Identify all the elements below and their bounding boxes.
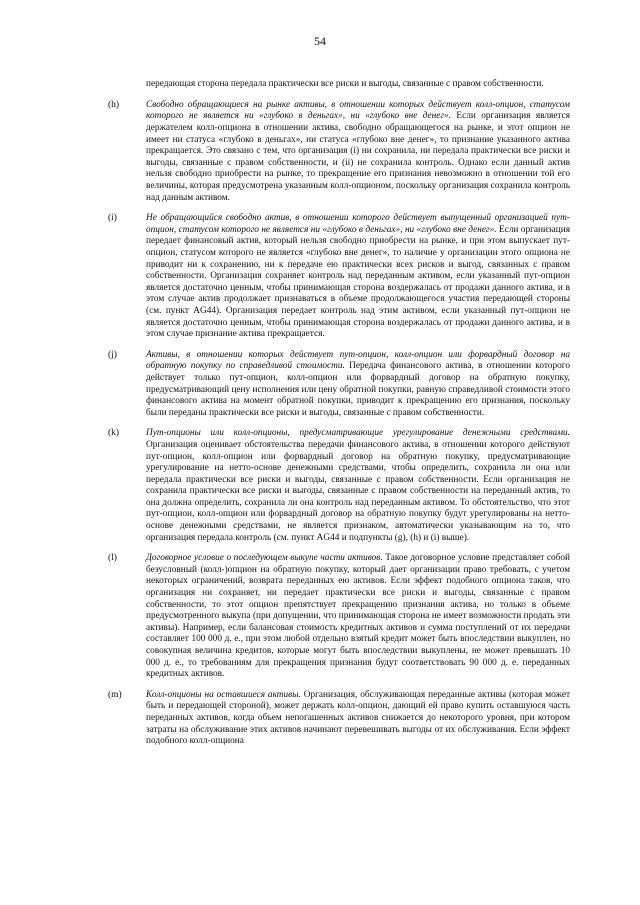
paragraph-heading: Колл-опционы на оставшиеся активы. [146,689,301,700]
intro-paragraph: передающая сторона передала практически все риски и выгоды, связанные с правом собственности. [146,79,544,90]
paragraph-label: (m) [108,689,122,700]
paragraph-text: Если организация передает финансовый актив, который нельзя свободно приобрести на рынке, и при этом выпускает пут-опцион, статусом которого не является «глубоко вне денег», то наличие у организации этого опциона не приводит ни к сохранению, ни к передаче ею практически всех рисков и выгод, связанных с правом собственности. Организация сохраняет контроль над переданным активом, если указанный пут-опцион является достаточно ценным, чтобы принимающая сторона воздержалась от продажи данного актива, и в этом случае актив продолжает признаваться в объеме продолжающегося участия передающей стороны (см. пункт AG44). Организация передает контроль над этим активом, если указанный пут-опцион не является достаточно ценным, чтобы принимающая сторона воздержалась от продажи данного актива, и в этом случае признание актива прекращается. [146,224,571,340]
paragraph-text: Организация, обслуживающая переданные активы (которая может быть и передающей стороной), может держать колл-опцион, дающий ей право купить оставшуюся часть переданных активов, когда объем непогашенных активов снижается до некоторого уровня, при котором затраты на обслуживание этих активов начинают перевешивать выгоды от их обслуживания. Если эффект подобного колл-опциона [146,689,571,747]
page-number: 54 [314,34,326,48]
paragraph-label: (j) [108,349,117,360]
paragraph-heading: Не обращающийся свободно актив, в отношении которого действует выпущенный организацией пут-опцион, статусом которого не является ни «глубоко в деньгах», ни «глубоко вне денег». [146,213,570,235]
paragraph-heading: Пут-опционы или колл-опционы, предусматривающие урегулирование денежными средствами. [146,428,570,439]
page-content [0,70,640,757]
paragraph-heading: Свободно обращающиеся на рынке активы, в отношении которых действует колл-опцион, статусом которого не является ни «глубоко в деньгах», ни «глубоко вне денег». [146,99,570,122]
paragraph-text: Передача финансового актива, в отношении которого действует только пут-опцион, колл-опцион или форвардный договор на обратную покупку, предусматривающий цену исполнения или цену обратной покупки, равную справедливой стоимости этого финансового актива на момент обратной покупки, приводит к прекращению его признания, поскольку были переданы практически все риски и выгоды, связанные с правом собственности. [146,361,570,418]
paragraph-i [108,213,571,341]
paragraph-label: (i) [108,213,117,224]
paragraph-text: Если организация является держателем колл-опциона в отношении актива, свободно обращающегося на рынке, и этот опцион не имеет ни статуса «глубоко в деньгах», ни статуса «глубоко вне денег», то признание указанного актива прекращается. Это связано с тем, что организация (i) ни сохранила, ни передала практически все риски и выгоды, связанные с правом собственности, и (ii) не сохранила контроль. Однако если данный актив нельзя свободно приобрести на рынке, то прекращение его признания невозможно в отношении той его величины, которая предусмотрена указанным колл-опционом, поскольку организация сохранила контроль над данным активом. [146,111,570,203]
paragraph-label: (h) [108,99,120,110]
paragraph-text: Такое договорное условие представляет собой безусловный (колл-)опцион на обратную покупку, который дает организации право требовать, с учетом некоторых ограничений, возврата переданных ею активов. Если эффект подобного опциона таков, что организация ни сохраняет, ни передает практически все риски и выгоды, связанные с правом собственности, то этот опцион препятствует прекращению признания актива, но только в объеме предусмотренного выкупа (при допущении, что принимающая сторона не имеет возможности продать эти активы). Например, если балансовая стоимость кредитных активов и сумма поступлений от их передачи составляет 100 000 д. е., при этом любой отдельно взятый кредит может быть впоследствии выкуплен, но совокупная величина кредитов, которые могут быть впоследствии выкуплены, не может превышать 10 000 д. е., то требованиям для прекращения признания будут соответствовать 90 000 д. е. переданных кредитных активов. [146,553,570,680]
paragraph-m [108,689,571,748]
paragraph-heading: Договорное условие о последующем выкупе части активов. [146,553,383,564]
paragraph-l [108,553,570,681]
paragraph-heading: Активы, в отношении которых действует пут-опцион, колл-опцион или форвардный договор на обратную покупку по справедливой стоимости. [146,349,570,372]
paragraph-k [108,428,570,544]
paragraph-label: (k) [108,428,120,439]
paragraph-label: (l) [108,553,117,564]
paragraph-j [108,349,570,420]
paragraph-text: Организация оценивает обстоятельства передачи финансового актива, в отношении которого действуют пут-опцион, колл-опцион или форвардный договор на обратную покупку, предусматривающие урегулирование на нетто-основе денежными средствами, чтобы определить, сохранила ли она или передала практически все риски и выгоды, связанные с правом собственности. Если организация не сохранила практически все риски и выгоды, связанные с правом собственности на переданный актив, то она должна определить, сохранила ли она контроль над переданным активом. То обстоятельство, что этот пут-опцион, колл-опцион или форвардный договор на обратную покупку будут урегулированы на нетто-основе денежными средствами, не является признаком, автоматически указывающим на то, что организация передала контроль (см. пункт AG44 и подпункты (g), (h) и (i) выше). [146,439,570,543]
paragraph-h [108,99,570,204]
